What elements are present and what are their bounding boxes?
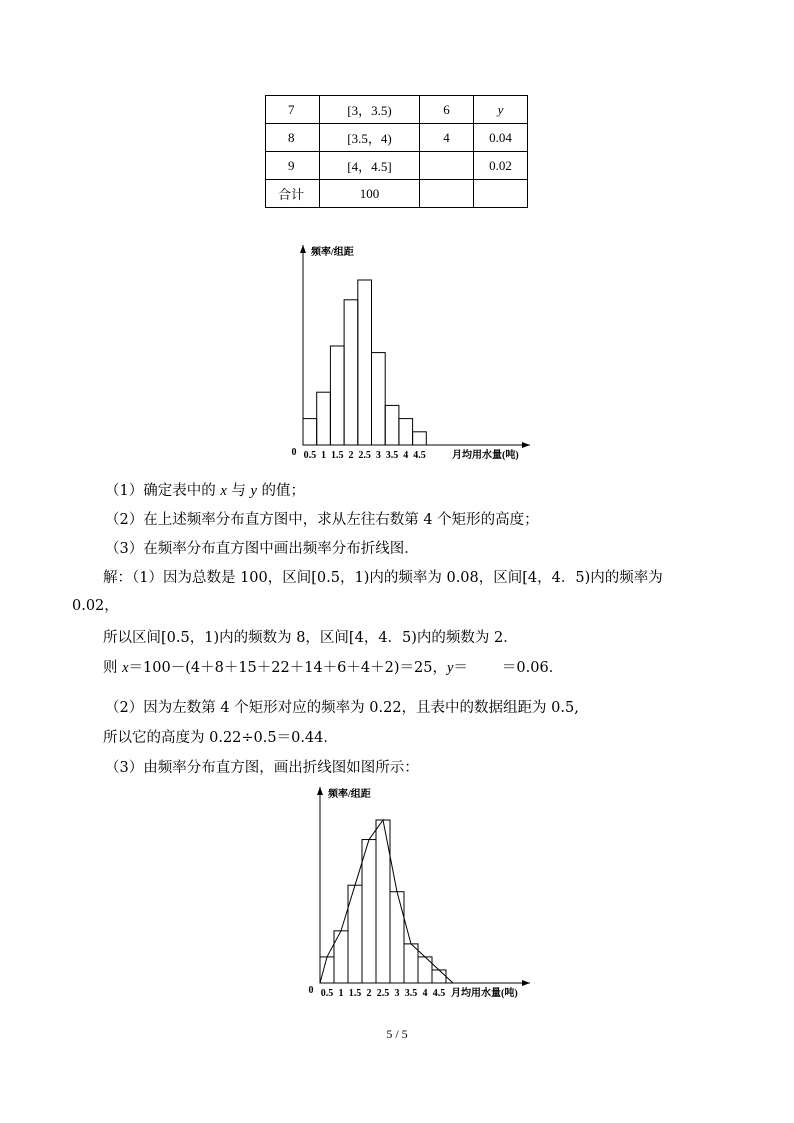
table-cell: [3，3.5): [320, 96, 420, 124]
table-cell: [420, 180, 474, 208]
page-number: 5 / 5: [386, 1027, 408, 1041]
x-tick-label: 1.5: [331, 450, 344, 461]
question-3: （3）在频率分布直方图中画出频率分布折线图．: [105, 541, 419, 557]
question-2: （2）在上述频率分布直方图中，求从左往右数第 4 个矩形的高度；: [105, 512, 539, 528]
y-axis-arrow: [300, 245, 306, 253]
histogram-bar: [399, 419, 413, 445]
histogram-bar: [358, 280, 372, 445]
x-axis-label: 月均用水量(吨): [452, 450, 519, 461]
x-tick-label: 2: [348, 450, 354, 461]
solution-line-4: （2）因为左数第 4 个矩形对应的频率为 0.22，且表中的数据组距为 0.5,: [105, 700, 579, 716]
histogram-polyline-chart: [305, 784, 545, 1004]
frequency-table: [265, 95, 528, 208]
x-tick-label: 3.5: [404, 988, 418, 999]
x-tick-label: 4: [422, 988, 428, 999]
histogram-chart: [280, 240, 540, 465]
solution-line-3: 则 x＝100－(4＋8＋15＋22＋14＋6＋4＋2)＝25，y＝ ＝0.06．: [103, 660, 564, 676]
x-tick-label: 0.5: [303, 450, 317, 461]
x-axis-arrow: [522, 442, 530, 448]
x-tick-label: 2: [366, 988, 372, 999]
table-row: [266, 180, 528, 208]
histogram-bar: [303, 419, 317, 445]
origin-label: 0: [308, 985, 314, 996]
solution-line-1: 解：（1）因为总数是 100，区间[0.5，1)内的频率为 0.08，区间[4，4．5)内的频率为: [103, 570, 663, 586]
table-row: [266, 124, 528, 152]
histogram-bar: [432, 970, 446, 983]
table-cell: 100: [320, 180, 420, 208]
histogram-bar: [413, 432, 427, 445]
table-cell: [420, 152, 474, 180]
histogram-bar: [330, 346, 344, 445]
table-cell: 4: [420, 124, 474, 152]
solution-line-1b: 0.02，: [72, 598, 119, 614]
table-cell: y: [474, 96, 528, 124]
histogram-bar: [334, 931, 348, 983]
table-cell: 9: [266, 152, 320, 180]
table-cell: [4，4.5]: [320, 152, 420, 180]
solution-line-5: 所以它的高度为 0.22÷0.5＝0.44．: [103, 730, 338, 746]
table-cell: 合计: [266, 180, 320, 208]
x-tick-label: 2.5: [376, 988, 390, 999]
table-cell: [3.5，4): [320, 124, 420, 152]
y-axis-arrow: [317, 787, 323, 795]
table-cell: 7: [266, 96, 320, 124]
question-1: （1）确定表中的 x 与 y 的值；: [105, 483, 306, 499]
histogram-bar: [362, 840, 376, 983]
x-tick-label: 2.5: [358, 450, 371, 461]
y-axis-label: 频率/组距: [328, 789, 371, 800]
x-tick-label: 4.5: [413, 450, 426, 461]
histogram-bar: [404, 944, 418, 983]
histogram-bar: [385, 405, 399, 445]
x-tick-label: 1: [338, 988, 344, 999]
histogram-bar: [344, 300, 358, 445]
table-cell: [474, 180, 528, 208]
solution-line-2: 所以区间[0.5，1)内的频数为 8，区间[4，4．5)内的频数为 2．: [103, 630, 518, 646]
histogram-bar: [317, 392, 331, 445]
table-row: [266, 152, 528, 180]
x-tick-label: 3: [375, 450, 381, 461]
solution-line-6: （3）由频率分布直方图，画出折线图如图所示：: [105, 760, 419, 776]
table-cell: 8: [266, 124, 320, 152]
x-tick-label: 0.5: [320, 988, 334, 999]
frequency-polyline: [320, 820, 453, 983]
table-row: [266, 96, 528, 124]
histogram-bar: [390, 892, 404, 983]
x-tick-label: 4: [403, 450, 409, 461]
histogram-bar: [372, 353, 386, 445]
x-axis-arrow: [522, 980, 530, 986]
x-tick-label: 1: [321, 450, 327, 461]
x-axis-label: 月均用水量(吨): [451, 988, 518, 999]
table-cell: 6: [420, 96, 474, 124]
table-cell: 0.02: [474, 152, 528, 180]
x-tick-label: 3.5: [385, 450, 399, 461]
x-tick-label: 1.5: [348, 988, 362, 999]
histogram-bar: [320, 957, 334, 983]
x-tick-label: 4.5: [432, 988, 446, 999]
y-axis-label: 频率/组距: [311, 247, 354, 258]
table-cell: 0.04: [474, 124, 528, 152]
origin-label: 0: [291, 447, 297, 458]
x-tick-label: 3: [394, 988, 400, 999]
